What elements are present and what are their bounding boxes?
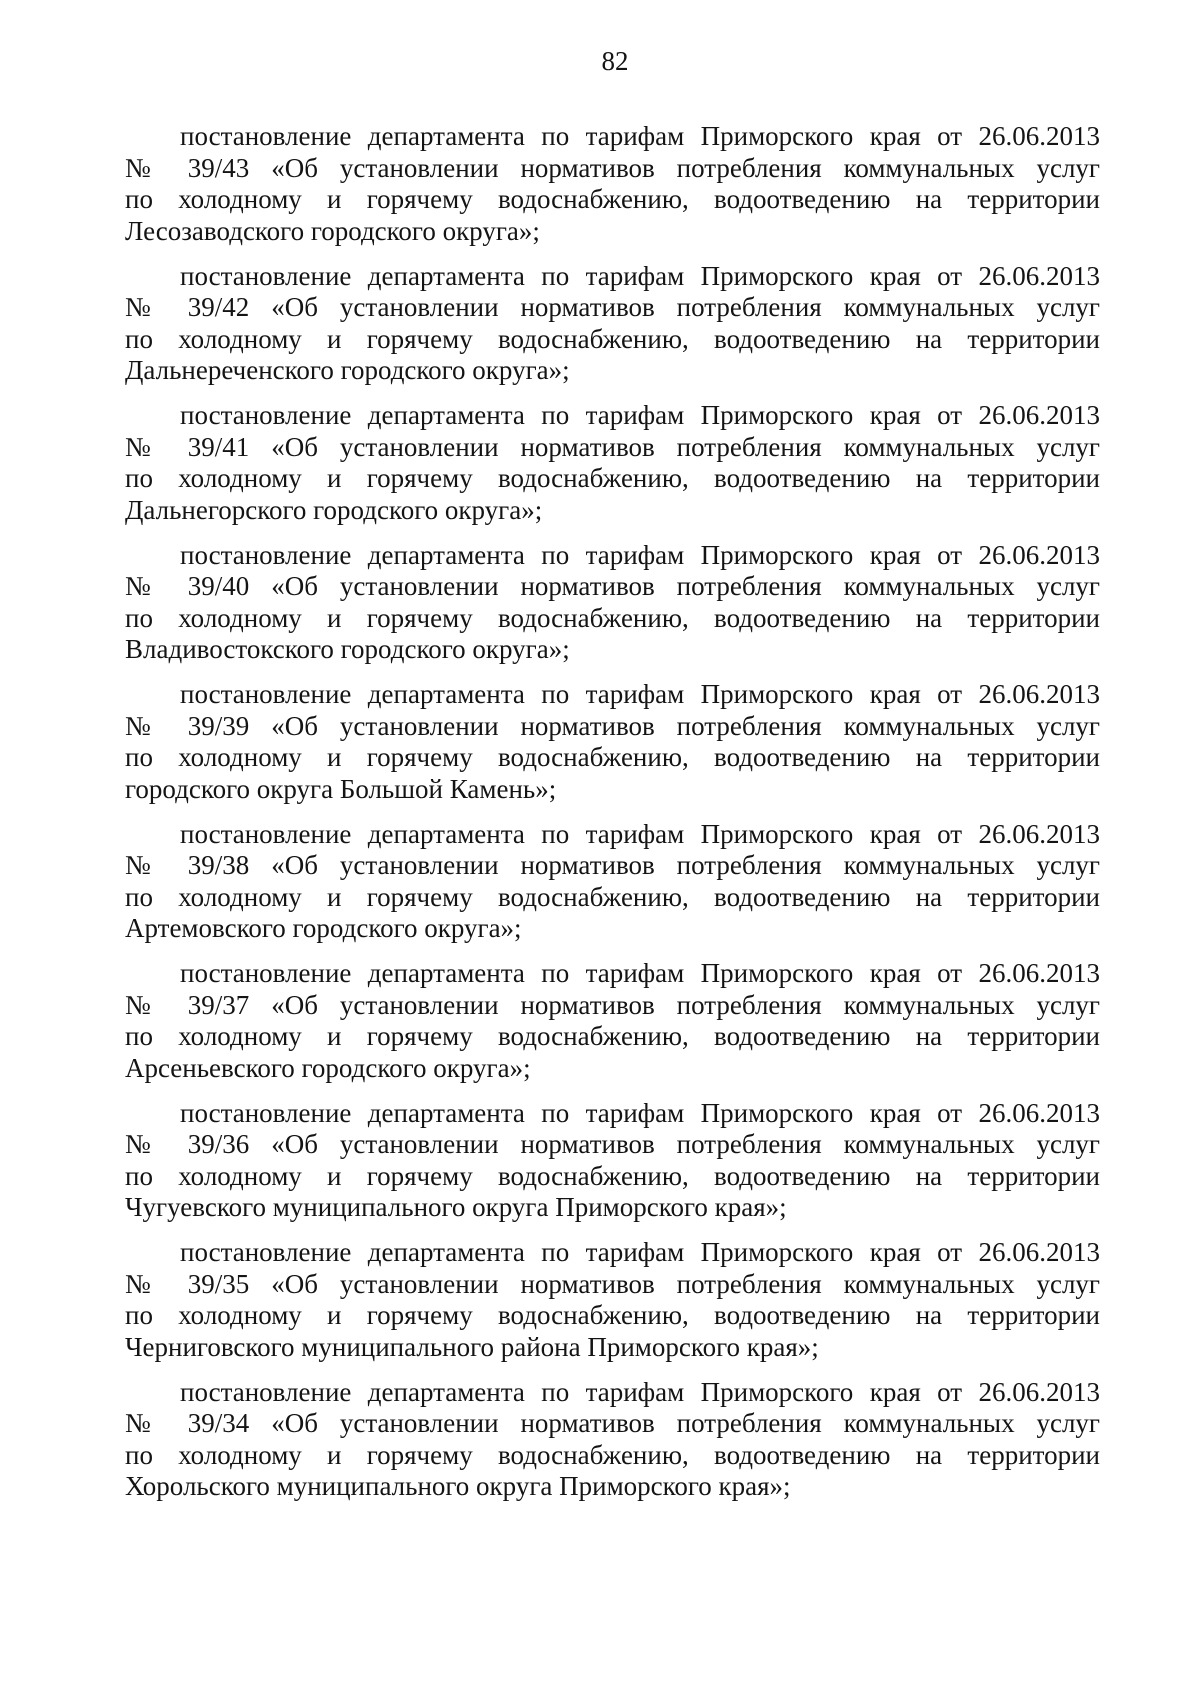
entry-line: № 39/38 «Об установлении нормативов потребления коммунальных услуг <box>125 850 1100 880</box>
entry-line: Чугуевского муниципального округа Приморского края»; <box>125 1192 787 1222</box>
resolution-entry-39-34 <box>125 1377 1100 1503</box>
resolution-entry-39-43 <box>125 121 1100 247</box>
resolution-entry-39-37 <box>125 958 1100 1084</box>
entry-line: постановление департамента по тарифам Приморского края от 26.06.2013 <box>180 1237 1100 1267</box>
entry-line: № 39/34 «Об установлении нормативов потребления коммунальных услуг <box>125 1408 1100 1438</box>
entry-line: Черниговского муниципального района Приморского края»; <box>125 1331 819 1362</box>
entry-line: постановление департамента по тарифам Приморского края от 26.06.2013 <box>180 260 1100 291</box>
entry-line: Дальнегорского городского округа»; <box>125 494 543 525</box>
entry-line: постановление департамента по тарифам Приморского края от 26.06.2013 <box>180 121 1100 151</box>
entry-line: № 39/39 «Об установлении нормативов потребления коммунальных услуг <box>125 710 1100 741</box>
entry-line: постановление департамента по тарифам Приморского края от 26.06.2013 <box>180 958 1100 988</box>
entry-line: № 39/40 «Об установлении нормативов потребления коммунальных услуг <box>125 571 1100 601</box>
resolution-entry-39-39 <box>125 679 1100 805</box>
entry-line: постановление департамента по тарифам Приморского края от 26.06.2013 <box>180 400 1100 430</box>
resolution-entry-39-36 <box>125 1098 1100 1224</box>
entry-line: Арсеньевского городского округа»; <box>125 1052 531 1083</box>
entry-line: по холодному и горячему водоснабжению, водоотведению на территории <box>125 463 1100 493</box>
entry-line: постановление департамента по тарифам Приморского края от 26.06.2013 <box>180 1097 1100 1128</box>
entry-line: по холодному и горячему водоснабжению, водоотведению на территории <box>125 1439 1100 1470</box>
entry-line: № 39/36 «Об установлении нормативов потребления коммунальных услуг <box>125 1129 1100 1159</box>
entry-line: городского округа Большой Камень»; <box>125 773 557 804</box>
entry-line: постановление департамента по тарифам Приморского края от 26.06.2013 <box>180 1376 1100 1407</box>
entry-line: по холодному и горячему водоснабжению, водоотведению на территории <box>125 1021 1100 1051</box>
entry-line: по холодному и горячему водоснабжению, водоотведению на территории <box>125 881 1100 912</box>
entry-line: постановление департамента по тарифам Приморского края от 26.06.2013 <box>180 539 1100 570</box>
entry-line: постановление департамента по тарифам Приморского края от 26.06.2013 <box>180 818 1100 849</box>
entry-line: Артемовского городского округа»; <box>125 913 522 943</box>
entry-line: № 39/35 «Об установлении нормативов потребления коммунальных услуг <box>125 1268 1100 1299</box>
entry-line: по холодному и горячему водоснабжению, водоотведению на территории <box>125 742 1100 772</box>
entry-line: постановление департамента по тарифам Приморского края от 26.06.2013 <box>180 679 1100 709</box>
entry-line: № 39/43 «Об установлении нормативов потребления коммунальных услуг <box>125 152 1100 183</box>
entry-line: по холодному и горячему водоснабжению, водоотведению на территории <box>125 1300 1100 1330</box>
entry-line: Лесозаводского городского округа»; <box>125 215 540 246</box>
resolution-entry-39-38 <box>125 819 1100 945</box>
entry-line: № 39/37 «Об установлении нормативов потребления коммунальных услуг <box>125 989 1100 1020</box>
resolution-entry-39-35 <box>125 1237 1100 1363</box>
entry-line: Владивостокского городского округа»; <box>125 634 570 664</box>
entry-line: по холодному и горячему водоснабжению, водоотведению на территории <box>125 184 1100 214</box>
resolution-entry-39-41 <box>125 400 1100 526</box>
resolution-entry-39-40 <box>125 540 1100 666</box>
entry-line: Дальнереченского городского округа»; <box>125 355 570 385</box>
entry-line: Хорольского муниципального округа Приморского края»; <box>125 1471 791 1501</box>
document-body <box>125 121 1100 1516</box>
resolution-entry-39-42 <box>125 261 1100 387</box>
entry-line: по холодному и горячему водоснабжению, водоотведению на территории <box>125 1160 1100 1191</box>
entry-line: № 39/42 «Об установлении нормативов потребления коммунальных услуг <box>125 292 1100 322</box>
entry-line: по холодному и горячему водоснабжению, водоотведению на территории <box>125 323 1100 354</box>
entry-line: по холодному и горячему водоснабжению, водоотведению на территории <box>125 602 1100 633</box>
page-number: 82 <box>601 46 629 76</box>
entry-line: № 39/41 «Об установлении нормативов потребления коммунальных услуг <box>125 431 1100 462</box>
